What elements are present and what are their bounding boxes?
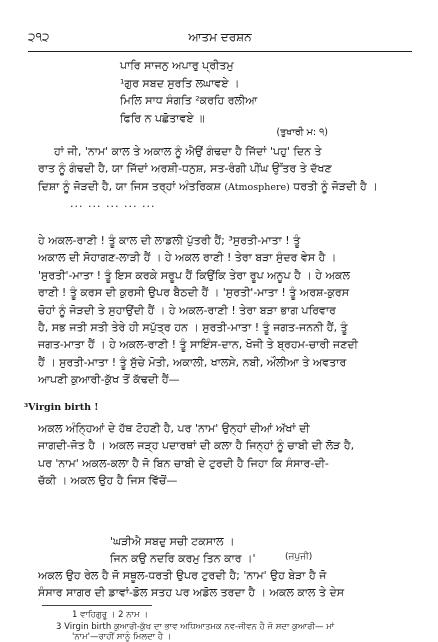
page-header bbox=[28, 30, 412, 50]
text-line: ਅਕਲ ਅੰਨ੍ਹਿਆਂ ਦੇ ਹੱਥ ਟੋਹਣੀ ਹੈ, ਪਰ 'ਨਾਮ' ਉਨ੍ਹਾਂ ਦੀਆਂ ਅੱਖਾਂ ਦੀ bbox=[38, 422, 310, 435]
text-line: ਜਗਤ-ਮਾਤਾ ਹੈਂ । ਹੇ ਅਕਲ-ਰਾਣੀ ! ਤੂੰ ਸਾਇੰਸ-ਦਾਨ, ਖੋਜੀ ਤੇ ਬ੍ਰਹਮ-ਚਾਰੀ ਜਣਦੀ bbox=[38, 338, 358, 352]
paragraph-3 bbox=[38, 420, 410, 490]
text-line: ਅਕਲ ਉਹ ਰੇਲ ਹੈ ਜੋ ਸਥੂਲ-ਧਰਤੀ ਉਪਰ ਟੁਰਦੀ ਹੈ; 'ਨਾਮ' ਉਹ ਬੇੜਾ ਹੈ ਜੋ bbox=[38, 569, 327, 582]
page-number: ੨੧੨ bbox=[28, 30, 50, 44]
quote-line: ਜਿਨ ਕਉ ਨਦਰਿ ਕਰਮੁ ਤਿਨ ਕਾਰ ।' bbox=[110, 552, 256, 565]
quote-reference: (ਜਪੁਜੀ) bbox=[285, 552, 313, 562]
paragraph-2 bbox=[38, 232, 410, 389]
paragraph-1 bbox=[38, 143, 410, 196]
text-line: ਸੰਸਾਰ ਸਾਗਰ ਦੀ ਡਾਵਾਂ-ਡੋਲ ਸਤਹ ਪਰ ਅਡੋਲ ਤਰਦਾ ਹੈ । ਅਕਲ ਕਾਲ ਤੇ ਦੇਸ bbox=[38, 586, 345, 600]
running-title: ਆਤਮ ਦਰਸ਼ਨ bbox=[188, 30, 252, 44]
footnote: 3 Virgin birth ਕੁਆਰੀ-ਕੁੱਖ ਦਾ ਭਾਵ ਅਧਿਆਤਮਕ ਨਵ-ਜੀਵਨ ਹੈ ਜੋ ਸਦਾ ਕੁਆਰੀ— ਮਾਂ bbox=[56, 622, 335, 632]
text-line: ਆਪਣੀ ਕੁਆਰੀ-ਕੁੱਖ ਤੋਂ ਕੱਢਦੀ ਹੈਂ— bbox=[38, 373, 180, 387]
margin-note: ³Virgin birth ! bbox=[24, 402, 99, 413]
text-line: ਹੈਂ । ਸੁਰਤੀ-ਮਾਤਾ ! ਤੂੰ ਸੁੱਚੇ ਮੋਤੀ, ਅਕਾਲੀ, ਖਾਲਸੇ, ਨਬੀ, ਔਲੀਆ ਤੇ ਅਵਤਾਰ bbox=[38, 355, 347, 369]
footnote: 'ਨਾਮ'—ਰਾਹੀਂ ਸਾਨੂੰ ਮਿਲਦਾ ਹੈ । bbox=[72, 632, 172, 642]
footnote: 1 ਵਾਹਿਗੁਰੂ । 2 ਨਾਮ । bbox=[72, 610, 149, 620]
text-line: ਚੋਹਾਂ ਨੂੰ ਜੋੜਦੀ ਤੇ ਸੁਹਾਉਂਦੀ ਹੈਂ । ਹੇ ਅਕਲ-ਰਾਣੀ ! ਤੇਰਾ ਬੜਾ ਭਾਗ ਪਰਿਵਾਰ bbox=[38, 303, 336, 317]
verse-line: ਫਿਰਿ ਨ ਪਛੋਤਾਵਏ ॥ bbox=[120, 111, 205, 125]
text-line: ਹਾਂ ਜੀ, 'ਨਾਮ' ਕਾਲ ਤੇ ਅਕਾਲ ਨੂੰ ਐਉਂ ਗੰਢਦਾ ਹੈ ਜਿੱਦਾਂ 'ਪਹੁ' ਦਿਨ ਤੇ bbox=[54, 145, 322, 158]
text-line: ਪਰ 'ਨਾਮ' ਅਕਲ-ਕਲਾ ਹੈ ਜੋ ਬਿਨ ਚਾਬੀ ਦੇ ਟੁਰਦੀ ਹੈ ਜਿਹਾ ਕਿ ਸੰਸਾਰ-ਦੀ- bbox=[38, 456, 329, 470]
quote-line: 'ਘੜੀਐ ਸਬਦੁ ਸਚੀ ਟਕਸਾਲ । bbox=[110, 535, 235, 548]
text-line: ਹੈ, ਸਭ ਜਤੀ ਸਤੀ ਤੇਰੇ ਹੀ ਸਪੁੱਤ੍ਰ ਹਨ । ਸੁਰਤੀ-ਮਾਤਾ ! ਤੂੰ ਜਗਤ-ਜਨਨੀ ਹੈਂ, ਤੂੰ bbox=[38, 321, 348, 335]
verse-line: ਮਿਲਿ ਸਾਧ ਸੰਗਤਿ ²ਕਰਹਿ ਰਲੀਆ bbox=[120, 94, 258, 107]
text-line: ਰਾਣੀ ! ਤੂੰ ਕਰਸ ਦੀ ਕੁਰਸੀ ਉਪਰ ਬੈਠਦੀ ਹੈਂ । 'ਸੁਰਤੀ'-ਮਾਤਾ ! ਤੂੰ ਅਰਸ਼-ਕੁਰਸ bbox=[38, 286, 350, 300]
text-fragment: ਦਿਸ਼ਾ ਨੂੰ ਜੋੜਦੀ ਹੈ, ਯਾ ਜਿਸ ਤਰ੍ਹਾਂ ਅੰਤਰਿਕਸ਼ bbox=[38, 179, 221, 193]
text-line: ਚੱਕੀ । ਅਕਲ ਉਹ ਹੈ ਜਿਸ ਵਿੱਚੋਂ— bbox=[38, 474, 178, 488]
paragraph-4 bbox=[38, 567, 410, 602]
text-line: ਜਾਗਦੀ-ਜੋਤ ਹੈ । ਅਕਲ ਜੜ੍ਹ ਪਦਾਰਥਾਂ ਦੀ ਕਲਾ ਹੈ ਜਿਨ੍ਹਾਂ ਨੂੰ ਚਾਬੀ ਦੀ ਲੋੜ ਹੈ, bbox=[38, 439, 355, 453]
text-line: ਹੇ ਅਕਲ-ਰਾਣੀ ! ਤੂੰ ਕਾਲ ਦੀ ਲਾਡਲੀ ਪੁੱਤਰੀ ਹੈਂ; ³ਸੁਰਤੀ-ਮਾਤਾ ! ਤੂੰ bbox=[38, 234, 301, 247]
verse-line: ¹ਗੁਰ ਸਬਦ ਸੁਰਤਿ ਲਘਾਵਏ । bbox=[120, 76, 240, 90]
text-line: ਰਾਤ ਨੂੰ ਗੰਢਦੀ ਹੈ, ਯਾ ਜਿੱਦਾਂ ਅਰਸ਼ੀ-ਧਨੁਸ਼, ਸਤ-ਰੰਗੀ ਪੀਂਘ ਉੱਤਰ ਤੇ ਦੱਖਣ bbox=[38, 162, 332, 176]
latin-term: (Atmosphere) bbox=[224, 181, 290, 193]
text-line: 'ਸੁਰਤੀ'-ਮਾਤਾ ! ਤੂੰ ਇਸ ਕਰਕੇ ਸਰੂਪ ਹੈਂ ਕਿਉਂਕਿ ਤੇਰਾ ਰੂਪ ਅਨੂਪ ਹੈ । ਹੇ ਅਕਲ bbox=[38, 268, 350, 282]
footnote-rule bbox=[42, 605, 152, 606]
text-fragment: ਧਰਤੀ ਨੂੰ ਜੋੜਦੀ ਹੈ । bbox=[293, 179, 378, 193]
ellipsis-break: ... ... ... ... ... bbox=[70, 197, 156, 210]
block-quote bbox=[110, 533, 255, 567]
header-rule bbox=[28, 51, 412, 52]
verse-line: ਪਾਰਿ ਸਾਜਨੁ ਅਪਾਰੁ ਪ੍ਰੀਤਮੁ bbox=[120, 59, 234, 72]
text-line: ਅਕਾਲ ਦੀ ਸੋਹਾਗਣ-ਲਾੜੀ ਹੈਂ । ਹੇ ਅਕਲ ਰਾਣੀ ! ਤੇਰਾ ਬੜਾ ਸੁੰਦਰ ਵੇਸ ਹੈ । bbox=[38, 251, 337, 265]
text-line bbox=[38, 178, 410, 196]
opening-verse bbox=[120, 57, 257, 127]
verse-reference: (ਤੁਖਾਰੀ ਮ: ੧) bbox=[276, 127, 328, 138]
